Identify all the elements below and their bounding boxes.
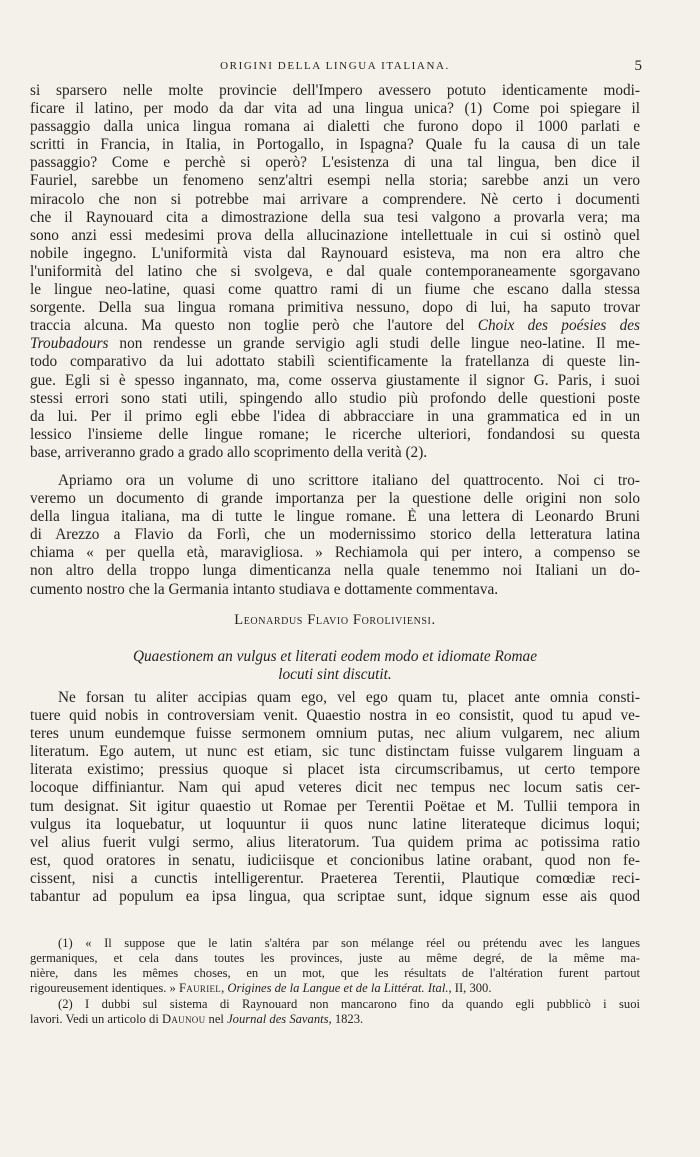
work-title: Origines de la Langue et de la Littérat. Ital.	[227, 981, 449, 995]
text-line: Apriamo ora un volume di uno scrittore italiano del quattrocento. Noi ci tro-	[58, 472, 640, 489]
paragraph-3	[30, 689, 640, 906]
book-title-italic: Choix des poésies des	[477, 317, 640, 335]
text-line-with-title	[30, 317, 640, 335]
text-line: miracolo che non si potrebbe mai arrivare a comprendere. Nè certo i documenti	[30, 190, 640, 208]
text-line: cissent, nisi a cunctis intelligerentur. Praeterea Terentii, Plautique comœdiæ reci-	[30, 869, 640, 887]
text-line: gue. Egli si è spesso ingannato, ma, come osserva giustamente il signor G. Paris, i suoi	[30, 371, 640, 389]
text-fragment: , 1823.	[328, 1012, 364, 1026]
text-line: chiama « per quella età, maravigliosa. » Rechiamola qui per intero, a compenso se	[30, 544, 640, 562]
text-line: scritti in Francia, in Italia, in Portogallo, in Ispagna? Quale fu la causa di un tale	[30, 136, 640, 154]
journal-title: Journal des Savants	[227, 1012, 329, 1026]
running-head: ORIGINI DELLA LINGUA ITALIANA.	[220, 60, 450, 72]
text-fragment: lavori. Vedi un articolo di	[30, 1012, 162, 1026]
text-line: vel alius fuerit vulgi sermo, alius literatorum. Tua quidem prima ac potissima ratio	[30, 833, 640, 851]
text-line: todo comparativo da lui adottato stabilì scientificamente la fratellanza di queste lin-	[30, 353, 640, 371]
text-line: che il Raynouard cita a dimostrazione della sua tesi valgono a provarla vera; ma	[30, 208, 640, 226]
text-line: le lingue neo-latine, quasi come quattro rami di un fiume che escano dalla stessa	[30, 281, 640, 299]
subtitle-line: locuti sint discutit.	[278, 666, 392, 683]
author-name: Fauriel	[179, 981, 222, 995]
footnote-line: germaniques, et cela dans toutes les provinces, juste au même degré, de la même ma-	[30, 951, 640, 965]
author-name: Daunou	[161, 1012, 206, 1026]
text-fragment: traccia alcuna. Ma questo non toglie però che l'autore del	[30, 317, 465, 335]
text-line-with-title	[30, 335, 640, 353]
text-line: l'uniformità del latino che si svolgeva, e dal quale contemporaneamente sgorgavano	[30, 262, 640, 280]
text-line: est, quod oratores in senatu, iudiciisque et concionibus latine orabant, quod non fe-	[30, 851, 640, 869]
text-line: nobile ingegno. L'uniformità vista dal Raynouard esisteva, ma non era altro che	[30, 244, 640, 262]
text-line: sorgente. Della sua lingua romana primitiva nessuno, dopo di lui, ha saputo trovar	[30, 299, 640, 317]
text-line: Ne forsan tu aliter accipias quam ego, vel ego quam tu, placet ante omnia consti-	[58, 689, 640, 706]
footnote-line	[30, 1012, 640, 1027]
text-fragment: non rendesse un grande servigio agli studi delle lingue neo-latine. Il me-	[119, 335, 640, 353]
text-line: cumento nostro che la Germania intanto studiava e dottamente commentava.	[30, 580, 499, 598]
text-line: da lui. Per il primo egli ebbe l'idea di abbracciare in una grammatica ed in un	[30, 407, 640, 425]
text-line: ficare il latino, per modo da dar vita ad una lingua unica? (1) Come poi spiegare il	[30, 100, 640, 118]
text-fragment: ,	[221, 981, 228, 995]
footnote-2	[30, 997, 640, 1027]
text-fragment: , II, 300.	[448, 981, 492, 995]
footnote-line: nière, dans les mêmes choses, en un mot, que les résultats de l'altération furent partout	[30, 966, 640, 980]
text-line: vulgus ita loquebatur, ut loquuntur ii quos nunc latine literateque dicimus loqui;	[30, 815, 640, 833]
letter-subtitle	[30, 648, 640, 684]
book-title-italic: Troubadours	[30, 335, 109, 353]
text-line: passaggio? Come e perchè si operò? L'esistenza di una tal lingua, ben dice il	[30, 154, 640, 172]
text-line: di Arezzo a Flavio da Forlì, che un modernissimo storico della letteratura latina	[30, 526, 640, 544]
text-line: tum designat. Sit igitur quaestio ut Romae per Terentii Poëtae et M. Tullii tempora in	[30, 797, 640, 815]
text-line: lessico l'insieme delle lingue romane; le ricerche ulteriori, fondandosi su questa	[30, 425, 640, 443]
paragraph-2	[30, 472, 640, 599]
text-fragment: nel	[205, 1012, 228, 1026]
text-line: si sparsero nelle molte provincie dell'Impero avessero potuto identicamente modi-	[30, 82, 640, 99]
text-line: base, arriveranno grado a grado allo scoprimento della verità (2).	[30, 443, 428, 461]
footnote-line: (1) « Il suppose que le latin s'altéra par son mélange réel ou prétendu avec les langues	[58, 936, 640, 950]
text-line: Fauriel, sarebbe un fenomeno senz'altri esempi nella storia; sarebbe anzi un vero	[30, 172, 640, 190]
text-line: literatum. Ego autem, ut nunc est etiam, sic tunc distinctam fuisse vulgarem linguam a	[30, 743, 640, 761]
subtitle-line: Quaestionem an vulgus et literati eodem modo et idiomate Romae	[132, 648, 537, 665]
text-line: non altro della troppo lunga dimenticanza nella quale tenemmo noi Italiani un do-	[30, 562, 640, 580]
text-line: teres unum eundemque fuisse sermonem omnium putas, nec alium vulgarem, nec alium	[30, 725, 640, 743]
page-number: 5	[634, 58, 642, 74]
text-line: locoque diffiniantur. Nam qui apud veteres dicit nec tempus nec locum satis cer-	[30, 779, 640, 797]
text-line: tuere quid nobis in controversiam venit. Quaestio nostra in eo consistit, quod tu apud ve-	[30, 707, 640, 725]
footnote-1	[30, 936, 640, 996]
paragraph-1	[30, 82, 640, 462]
text-line: passaggio dalla unica lingua romana ai dialetti che furono dopo il 1000 parlati e	[30, 118, 640, 136]
text-fragment: rigoureusement identiques. »	[30, 981, 179, 995]
text-line: literata existimo; pressius quoque si placet ista circumscribamus, ut certo tempore	[30, 761, 640, 779]
text-line: sono anzi essi medesimi prova della allucinazione intellettuale in cui si ostinò quel	[30, 226, 640, 244]
text-line: tabantur ad populum ea ipsa lingua, qua scriptae sunt, idque signum esse ais quod	[30, 888, 640, 906]
text-line: della lingua italiana, ma di tutte le lingue romane. È una lettera di Leonardo Bruni	[30, 508, 640, 526]
footnote-line: (2) I dubbi sul sistema di Raynouard non mancarono fino da quando egli pubblicò i suoi	[58, 997, 640, 1011]
letter-heading: Leonardus Flavio Foroliviensi.	[234, 612, 436, 628]
footnote-line	[30, 981, 640, 996]
text-line: stessi errori sono stati utili, spingendo allo studio più profondo delle questioni poste	[30, 389, 640, 407]
text-line: veremo un documento di grande importanza per la questione delle origini non solo	[30, 490, 640, 508]
